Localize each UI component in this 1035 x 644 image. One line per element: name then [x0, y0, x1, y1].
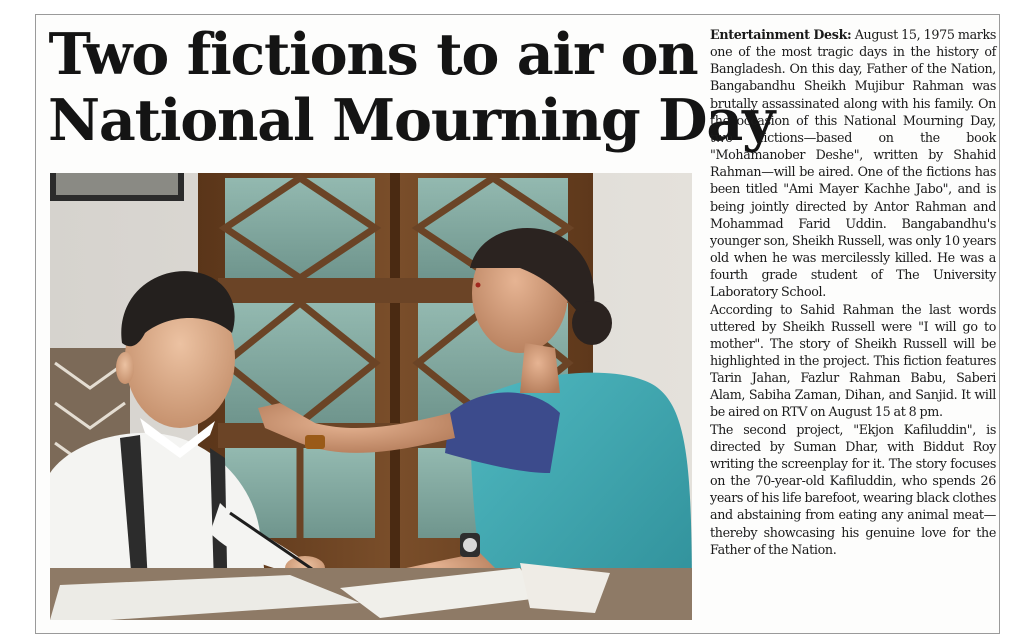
article-paragraph: The second project, "Ekjon Kafiluddin", is directed by Suman Dhar, with Biddut Roy writing the screenplay for it. The story focuses on the 70-year-old Kafiluddin, who spends 26 years of his life barefoot, wearing black clothes and abstaining from eating any animal meat—thereby showcasing his genuine love for the Father of the Nation.: [710, 421, 996, 557]
article-body: [710, 26, 996, 558]
headline-line-1: Two fictions to air on: [48, 21, 698, 88]
headline: [48, 21, 775, 154]
headline-line-2: National Mourning Day: [48, 87, 775, 154]
article-paragraph: [710, 26, 996, 301]
dateline: Entertainment Desk:: [710, 27, 852, 42]
news-photo: [50, 173, 692, 620]
article-paragraph: According to Sahid Rahman the last words uttered by Sheikh Russell were "I will go to mother". The story of Sheikh Russell will be highlighted in the project. This fiction features Tarin Jahan, Fazlur Rahman Babu, Saberi Alam, Sabiha Zaman, Dihan, and Sanjid. It will be aired on RTV on August 15 at 8 pm.: [710, 301, 996, 420]
paragraph-text: August 15, 1975 marks one of the most tragic days in the history of Bangladesh. On this day, Father of the Nation, Bangabandhu Sheikh Mujibur Rahman was brutally assassinated along with his family. On the occasion of this National Mourning Day, two fictions—based on the book "Mohamanober Deshe", written by Shahid Rahman—will be aired. One of the fictions has been titled "Ami Mayer Kachhe Jabo", and is being jointly directed by Antor Rahman and Mohammad Farid Uddin. Bangabandhu's younger son, Sheikh Russell, was only 10 years old when he was mercilessly killed. He was a fourth grade student of The University Laboratory School.: [710, 27, 997, 300]
